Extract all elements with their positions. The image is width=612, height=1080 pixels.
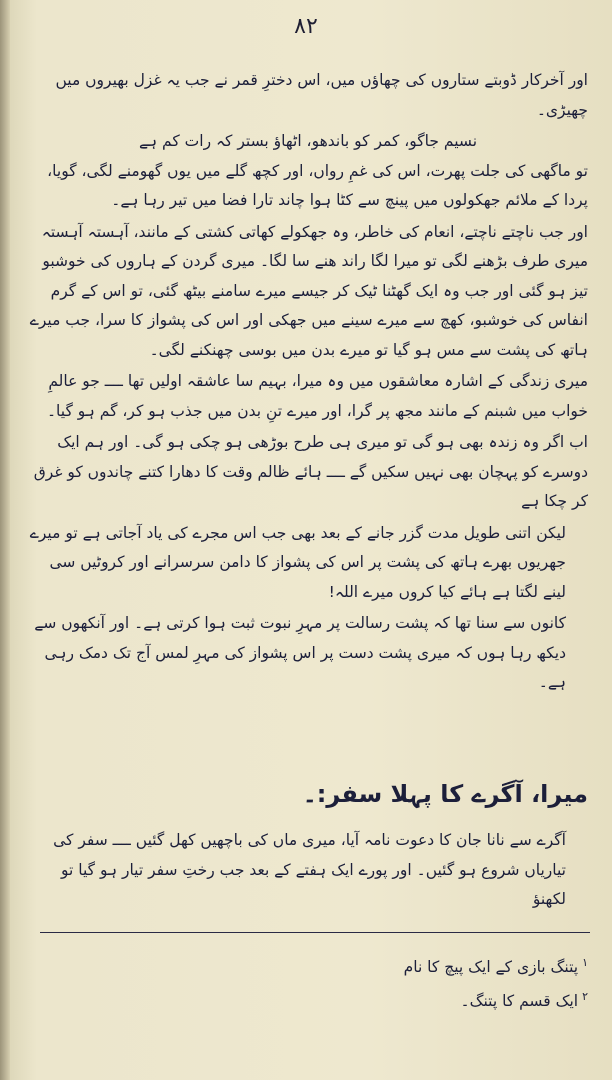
body-text bbox=[28, 66, 588, 700]
page-binding-edge bbox=[0, 0, 10, 1080]
footnote-mark: ۱ bbox=[582, 956, 588, 969]
footnote bbox=[28, 982, 588, 1016]
paragraph: اب اگر وہ زندہ بھی ہو گی تو میری ہی طرح بوڑھی ہو چکی ہو گی۔ اور ہم ایک دوسرے کو پہچان بھی نہیں سکیں گے ــــ ہائے ظالم وقت کا دھارا کتنے چاندوں کو غرق کر چکا ہے bbox=[33, 433, 588, 510]
paragraph: آگرے سے نانا جان کا دعوت نامہ آیا، میری ماں کی باچھیں کھل گئیں ــــ سفر کی تیاریاں شروع ہو گئیں۔ اور پورے ایک ہفتے کے بعد جب رختِ سفر تیار ہو گیا تو لکھنؤ bbox=[53, 831, 566, 908]
paragraph: کانوں سے سنا تھا کہ پشت رسالت پر مہرِ نبوت ثبت ہوا کرتی ہے۔ اور آنکھوں سے دیکھ رہا ہوں کہ میری پشت دست پر اس پشواز کی مہرِ لمس آج تک دمک رہی ہے۔ bbox=[34, 614, 566, 691]
footnote-divider bbox=[40, 932, 590, 933]
footnote-text: پتنگ بازی کے ایک پیچ کا نام bbox=[403, 958, 579, 977]
page-number: ۸۲ bbox=[294, 14, 318, 39]
paragraph: میری زندگی کے اشارہ معاشقوں میں وہ میرا، بہیم سا عاشقہ اولیں تھا ــــ جو عالمِ خواب میں شبنم کے مانند مجھ پر گرا، اور میرے تنِ بدن میں جذب ہو کر، گم ہو گیا۔ bbox=[46, 372, 588, 420]
footnote bbox=[28, 948, 588, 982]
paragraph: لیکن اتنی طویل مدت گزر جانے کے بعد بھی جب اس مجرے کی یاد آجاتی ہے تو میرے جھریوں بھرے ہاتھ کی پشت پر اس کی پشواز کا دامن سرسرانے اور کروٹیں سی لینے لگتا ہے ہائے کیا کروں میرے اللہ! bbox=[29, 523, 566, 601]
footnote-mark: ۲ bbox=[582, 990, 588, 1004]
section-heading: میرا، آگرے کا پہلا سفر:۔ bbox=[302, 780, 588, 808]
paragraph: اور آخرکار ڈوبتے ستاروں کی چھاؤں میں، اس دخترِ قمر نے جب یہ غزل بھیروں میں چھیڑی۔ bbox=[55, 71, 588, 119]
poem-line: نسیم جاگو، کمر کو باندھو، اٹھاؤ بستر کہ رات کم ہے bbox=[138, 132, 478, 150]
footnotes bbox=[28, 948, 588, 1016]
body-text-continued bbox=[28, 826, 588, 917]
footnote-text: ایک قسم کا پتنگ۔ bbox=[460, 992, 579, 1011]
paragraph: تو ماگھی کی جلت پھرت، اس کی غمِ رواں، اور کچھ گلے میں یوں گھومنے لگی، گویا، پردا کے ملائم جھکولوں میں پینچ سے کٹا ہوا چاند تارا فضا میں تیر رہا ہے۔ bbox=[47, 161, 588, 209]
paragraph: اور جب ناچتے ناچتے، انعام کی خاطر، وہ جھکولے کھاتی کشتی کے مانند، آہستہ آہستہ میری طرف بڑھنے لگی تو میرا لگا راند ھنے سا لگا۔ میری گردن کے ہاروں کی خوشبو تیز ہو گئی اور جب وہ ایک گھٹنا ٹیک کر جیسے میرے سامنے بیٹھ گئی، تو اس کے گرم انفاس کی خوشبو، کھچ سے میرے سینے میں جھکی اور اس کی پشواز کا سرا، جب میرے ہاتھ کی پشت سے مس ہو گیا تو میرے بدن میں بوسی چھنکنے لگی۔ bbox=[29, 222, 588, 359]
